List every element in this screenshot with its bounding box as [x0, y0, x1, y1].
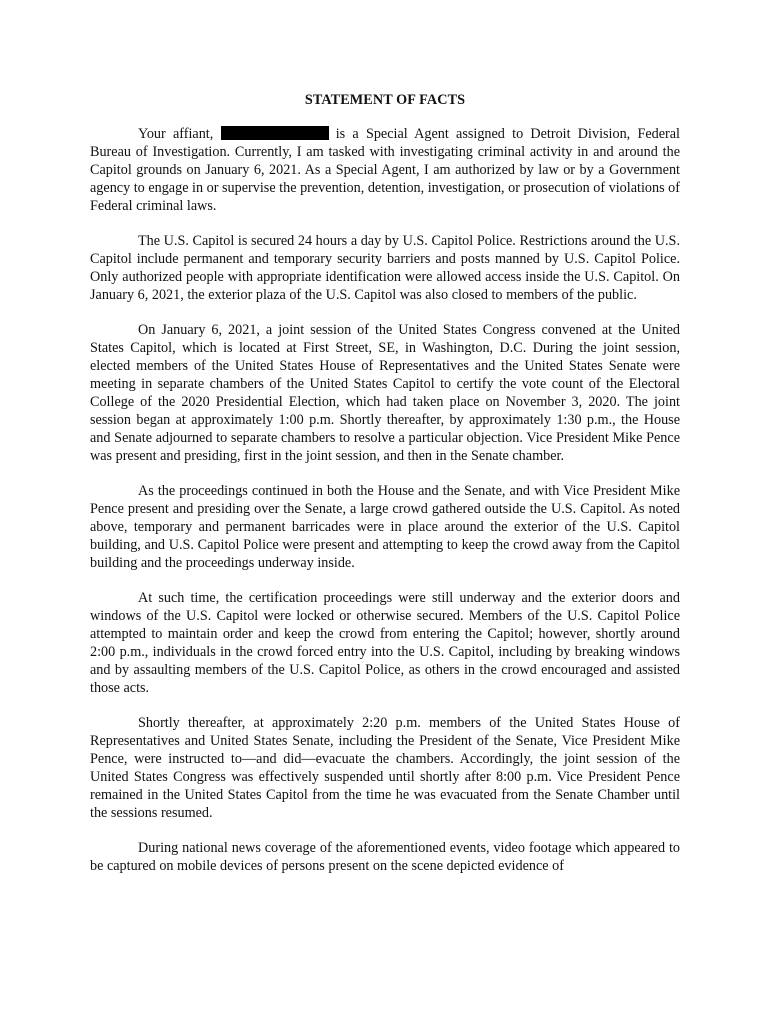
document-title: STATEMENT OF FACTS — [304, 92, 466, 108]
paragraph-capitol-security: The U.S. Capitol is secured 24 hours a day by U.S. Capitol Police. Restrictions around the U.S. Capitol include permanent and temporary security barriers and posts manned by U.S. Capitol Police. Only authorized people with appropriate identification were allowed access inside the U.S. Capitol. On January 6, 2021, the exterior plaza of the U.S. Capitol was also closed to members of the public. — [90, 233, 680, 303]
paragraph-evacuation: Shortly thereafter, at approximately 2:20 p.m. members of the United States House of Representatives and United States Senate, including the President of the Senate, Vice President Mike Pence, were instructed to—and did—evacuate the chambers. Accordingly, the joint session of the United States Congress was effectively suspended until shortly after 8:00 p.m. Vice President Pence remained in the United States Capitol from the time he was evacuated from the Senate Chamber until the sessions resumed. — [90, 715, 680, 821]
paragraph-affiant-body: is a Special Agent assigned to Detroit Division, Federal Bureau of Investigation. Currently, I am tasked with investigating criminal activity in and around the Capitol grounds on January 6, 2021. As a Special Agent, I am authorized by law or by a Government agency to engage in or supervise the prevention, detention, investigation, or prosecution of violations of Federal criminal laws. — [90, 126, 680, 214]
redacted-name-box — [221, 126, 329, 140]
paragraph-news-coverage: During national news coverage of the aforementioned events, video footage which appeared to be captured on mobile devices of persons present on the scene depicted evidence of — [90, 840, 680, 874]
paragraph-joint-session: On January 6, 2021, a joint session of the United States Congress convened at the United States Capitol, which is located at First Street, SE, in Washington, D.C. During the joint session, elected members of the United States House of Representatives and the United States Senate were meeting in separate chambers of the United States Capitol to certify the vote count of the Electoral College of the 2020 Presidential Election, which had taken place on November 3, 2020. The joint session began at approximately 1:00 p.m. Shortly thereafter, by approximately 1:30 p.m., the House and Senate adjourned to separate chambers to resolve a particular objection. Vice President Mike Pence was present and presiding, first in the joint session, and then in the Senate chamber. — [90, 322, 680, 464]
paragraph-affiant-intro: Your affiant, — [138, 126, 221, 142]
paragraph-crowd-gathered: As the proceedings continued in both the House and the Senate, and with Vice President Mike Pence present and presiding over the Senate, a large crowd gathered outside the U.S. Capitol. As noted above, temporary and permanent barricades were in place around the exterior of the U.S. Capitol building, and U.S. Capitol Police were present and attempting to keep the crowd away from the Capitol building and the proceedings underway inside. — [90, 483, 680, 571]
paragraph-affiant — [90, 125, 680, 215]
paragraph-forced-entry: At such time, the certification proceedings were still underway and the exterior doors and windows of the U.S. Capitol were locked or otherwise secured. Members of the U.S. Capitol Police attempted to maintain order and keep the crowd from entering the Capitol; however, shortly around 2:00 p.m., individuals in the crowd forced entry into the U.S. Capitol, including by breaking windows and by assaulting members of the U.S. Capitol Police, as others in the crowd encouraged and assisted those acts. — [90, 590, 680, 696]
